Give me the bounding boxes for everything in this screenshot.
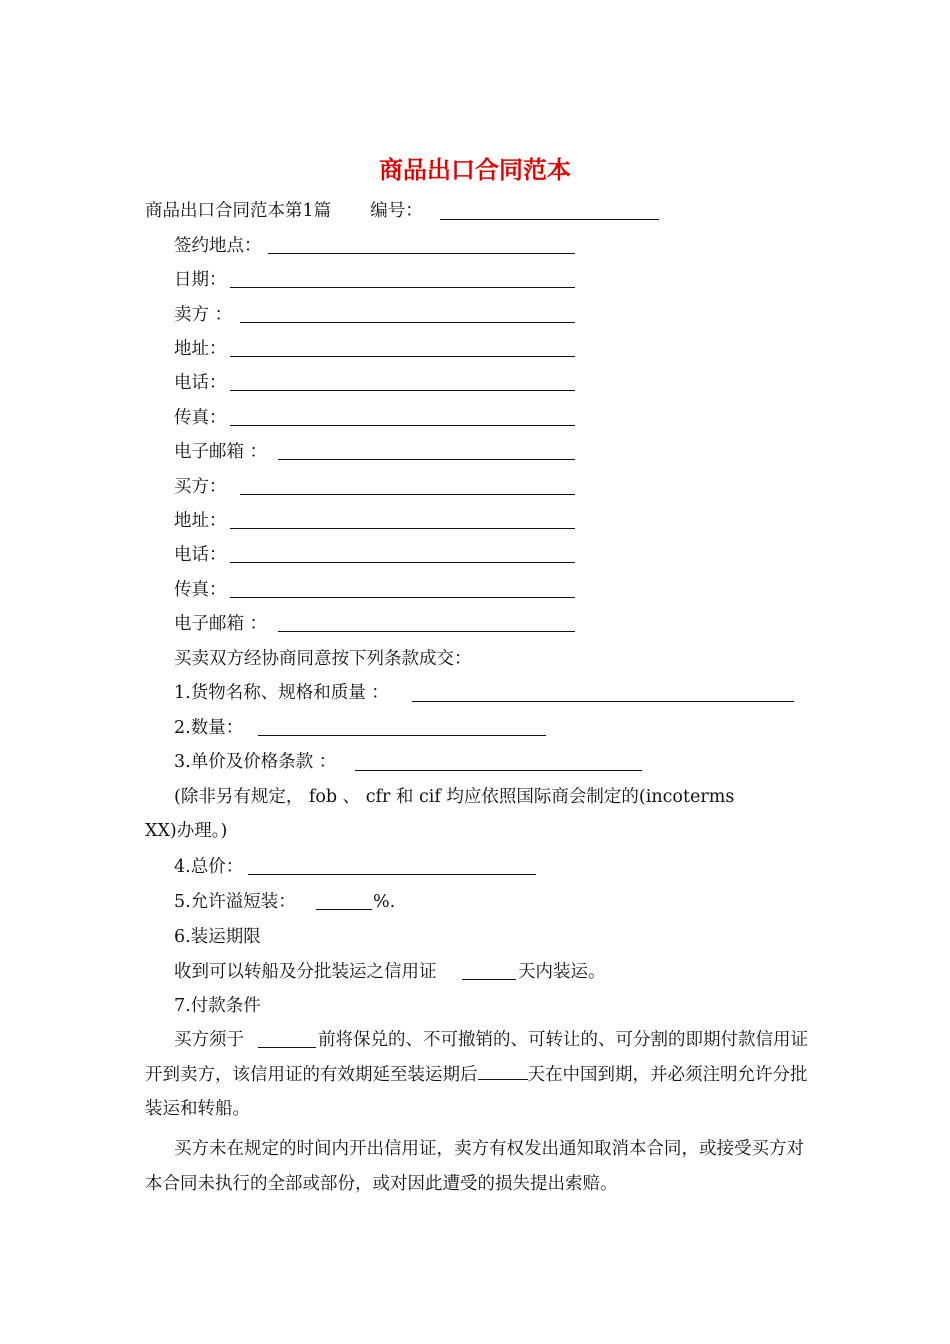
seller-email-label: 电子邮箱 ： <box>174 442 268 462</box>
sign-place-field[interactable] <box>268 231 575 254</box>
buyer-address-field[interactable] <box>230 506 575 529</box>
seller-address-field[interactable] <box>230 334 575 357</box>
clause-6-days-field[interactable] <box>462 957 516 980</box>
seller-label: 卖方 ： <box>174 305 233 325</box>
price-note-line-1: (除非另有规定， fob 、 cfr 和 cif 均应依照国际商会制定的(incoterms <box>174 787 735 807</box>
clause-4-label: 4.总价： <box>174 857 244 877</box>
payment-text-c: 天在中国到期，并必须注明允许分批装运和转船。 <box>145 1064 808 1119</box>
clause-3-field[interactable] <box>355 748 642 771</box>
clause-4-field[interactable] <box>248 852 536 875</box>
seller-phone-field[interactable] <box>230 368 575 391</box>
seller-fax-field[interactable] <box>230 403 575 426</box>
seller-email-field[interactable] <box>278 437 575 460</box>
clause-5-suffix: %. <box>373 892 396 912</box>
seller-field[interactable] <box>240 300 575 323</box>
buyer-field[interactable] <box>240 472 575 495</box>
clause-6-text-b: 天内装运。 <box>518 962 606 982</box>
seller-address-label: 地址： <box>174 339 227 359</box>
clause-1-field[interactable] <box>412 679 794 702</box>
clause-5-field[interactable] <box>316 887 372 910</box>
buyer-phone-label: 电话： <box>174 545 227 565</box>
seller-fax-label: 传真： <box>174 408 227 428</box>
buyer-phone-field[interactable] <box>230 540 575 563</box>
document-title: 商品出口合同范本 <box>379 155 571 184</box>
number-field[interactable] <box>440 197 659 220</box>
buyer-label: 买方： <box>174 477 227 497</box>
payment-text-b: 前将保兑的、不可撤销的、可转让的、可分割的即期付款信用证开到卖方，该信用证的有效期延至装运期后 <box>145 1030 808 1085</box>
payment-paragraph-1 <box>145 1023 810 1127</box>
buyer-address-label: 地址： <box>174 511 227 531</box>
clause-6-text-a: 收到可以转船及分批装运之信用证 <box>174 962 437 982</box>
clauses-intro: 买卖双方经协商同意按下列条款成交： <box>174 649 472 669</box>
price-note-line-2: XX)办理。) <box>145 821 228 841</box>
buyer-email-label: 电子邮箱 ： <box>174 614 268 634</box>
payment-days-field[interactable] <box>478 1061 528 1080</box>
payment-text-a: 买方须于 <box>174 1030 244 1050</box>
date-field[interactable] <box>230 265 575 288</box>
buyer-fax-field[interactable] <box>230 575 575 598</box>
date-label: 日期： <box>174 270 227 290</box>
clause-7-heading: 7.付款条件 <box>174 996 261 1016</box>
header-line <box>145 196 423 226</box>
buyer-fax-label: 传真： <box>174 580 227 600</box>
clause-1-label: 1.货物名称、规格和质量 ： <box>174 683 389 703</box>
clause-2-field[interactable] <box>258 713 546 736</box>
clause-5-label: 5.允许溢短装： <box>174 892 296 912</box>
clause-2-label: 2.数量： <box>174 718 244 738</box>
number-label: 编号： <box>370 201 423 221</box>
document-subtitle: 商品出口合同范本第1篇 <box>145 201 332 221</box>
payment-paragraph-2: 买方未在规定的时间内开出信用证，卖方有权发出通知取消本合同，或接受买方对本合同未执行的全部或部份，或对因此遭受的损失提出索赔。 <box>145 1139 804 1194</box>
sign-place-label: 签约地点： <box>174 236 262 256</box>
seller-phone-label: 电话： <box>174 373 227 393</box>
clause-3-label: 3.单价及价格条款 ： <box>174 752 337 772</box>
clause-6-heading: 6.装运期限 <box>174 927 261 947</box>
buyer-email-field[interactable] <box>278 609 575 632</box>
clause-5-line <box>174 887 296 917</box>
